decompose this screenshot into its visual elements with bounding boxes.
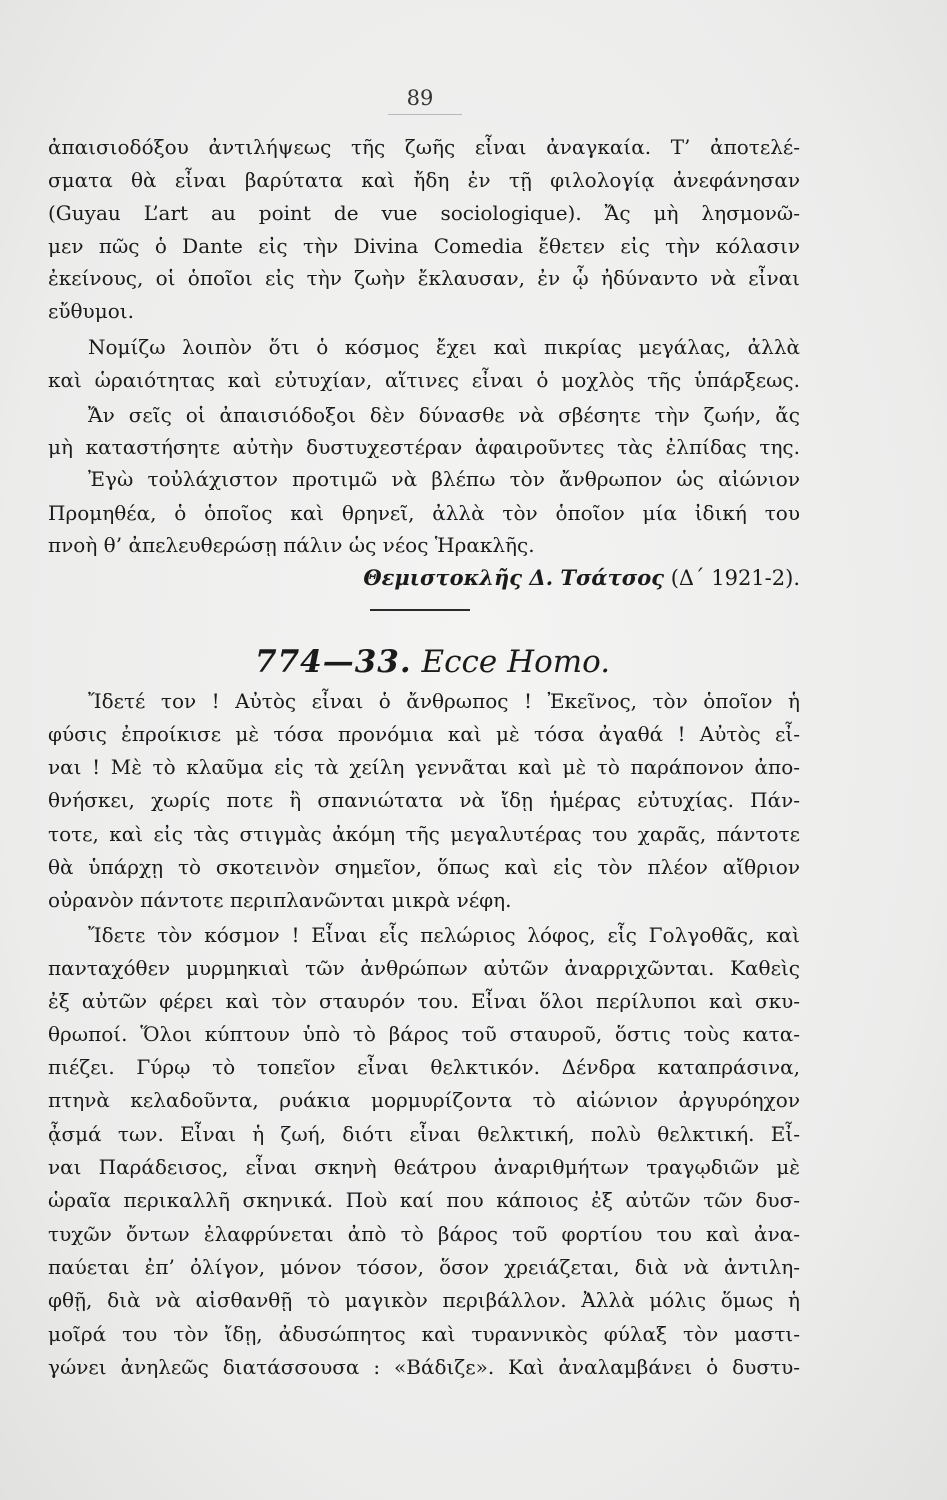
section-number: 774—33. [255, 644, 412, 680]
text-line: τυχῶν ὄντων ἐλαφρύνεται ἀπὸ τὸ βάρος τοῦ φορτίου του καὶ ἀνα- [48, 1222, 800, 1246]
author-name: Θεμιστοκλῆς Δ. Τσάτσος [363, 565, 664, 590]
text-line: Ἴδετε τὸν κόσμον ! Εἶναι εἷς πελώριος λόφος, εἷς Γολγοθᾶς, καὶ [88, 923, 800, 947]
text-line: μοῖρά του τὸν ἴδῃ, ἀδυσώπητος καὶ τυραννικὸς φύλαξ τὸν μαστι- [48, 1322, 800, 1346]
page-number: 89 [406, 86, 434, 110]
text-line: πτηνὰ κελαδοῦντα, ρυάκια μορμυρίζοντα τὸ αἰώνιον ἀργυρόηχον [48, 1088, 800, 1112]
text-line: Νομίζω λοιπὸν ὅτι ὁ κόσμος ἔχει καὶ πικρίας μεγάλας, ἀλλὰ [88, 335, 800, 359]
text-line: μὴ καταστήσητε αὐτὴν δυστυχεστέραν ἀφαιροῦντες τὰς ἐλπίδας της. [48, 435, 800, 459]
text-line: θὰ ὑπάρχῃ τὸ σκοτεινὸν σημεῖον, ὅπως καὶ εἰς τὸν πλέον αἴθριον [48, 855, 800, 879]
text-line: Ἄν σεῖς οἱ ἀπαισιόδοξοι δὲν δύνασθε νὰ σβέσητε τὴν ζωήν, ἄς [88, 403, 800, 427]
text-line: ᾆσμά των. Εἶναι ἡ ζωή, διότι εἶναι θελκτική, πολὺ θελκτική. Εἶ- [48, 1122, 800, 1146]
text-line: πιέζει. Γύρῳ τὸ τοπεῖον εἶναι θελκτικόν. Δένδρα καταπράσινα, [48, 1055, 800, 1079]
text-line: τοτε, καὶ εἰς τὰς στιγμὰς ἀκόμη τῆς μεγαλυτέρας του χαρᾶς, πάντοτε [48, 822, 800, 846]
section-title: Ecce Homo. [421, 644, 611, 680]
text-line: παύεται ἐπ’ ὀλίγον, μόνον τόσον, ὅσον χρειάζεται, διὰ νὰ ἀντιλη- [48, 1255, 800, 1279]
author-class-year: (Δ΄ 1921-2). [670, 566, 800, 590]
text-line: ἐξ αὐτῶν φέρει καὶ τὸν σταυρόν του. Εἶναι ὅλοι περίλυποι καὶ σκυ- [48, 989, 800, 1013]
text-line: πανταχόθεν μυρμηκιαὶ τῶν ἀνθρώπων αὐτῶν ἀναρριχῶνται. Καθεὶς [48, 956, 800, 980]
text-line: ὡραῖα περικαλλῆ σκηνικά. Ποὺ καί που κάποιος ἐξ αὐτῶν τῶν δυσ- [48, 1188, 800, 1212]
text-line: καὶ ὡραιότητας καὶ εὐτυχίαν, αἵτινες εἶναι ὁ μοχλὸς τῆς ὑπάρξεως. [48, 368, 800, 392]
text-line: θνήσκει, χωρίς ποτε ἢ σπανιώτατα νὰ ἴδῃ ἡμέρας εὐτυχίας. Πάν- [48, 788, 800, 812]
section-divider [370, 609, 470, 611]
text-line: Ἴδετέ τον ! Αὐτὸς εἶναι ὁ ἄνθρωπος ! Ἐκεῖνος, τὸν ὁποῖον ἡ [88, 689, 800, 713]
text-line: οὐρανὸν πάντοτε περιπλανῶνται μικρὰ νέφη. [48, 888, 512, 912]
text-line: Προμηθέα, ὁ ὁποῖος καὶ θρηνεῖ, ἀλλὰ τὸν ὁποῖον μία ἰδική του [48, 501, 800, 525]
text-line: γώνει ἀνηλεῶς διατάσσουσα : «Βάδιζε». Καὶ ἀναλαμβάνει ὁ δυστυ- [48, 1355, 800, 1379]
text-line: πνοὴ θ’ ἀπελευθερώσῃ πάλιν ὡς νέος Ἡρακλῆς. [48, 533, 535, 557]
page-number-rule [388, 114, 462, 115]
author-signature [290, 564, 800, 592]
text-line: σματα θὰ εἶναι βαρύτατα καὶ ἤδη ἐν τῇ φιλολογίᾳ ἀνεφάνησαν [48, 168, 800, 192]
text-line: εὔθυμοι. [48, 299, 134, 323]
section-heading [255, 642, 695, 682]
text-line: ἐκείνους, οἱ ὁποῖοι εἰς τὴν ζωὴν ἔκλαυσαν, ἐν ᾧ ἠδύναντο νὰ εἶναι [48, 266, 800, 290]
text-line: ἀπαισιοδόξου ἀντιλήψεως τῆς ζωῆς εἶναι ἀναγκαία. Τ’ ἀποτελέ- [48, 135, 800, 159]
text-line: μεν πῶς ὁ Dante εἰς τὴν Divina Comedia ἔθετεν εἰς τὴν κόλασιν [48, 234, 800, 258]
text-line: φύσις ἐπροίκισε μὲ τόσα προνόμια καὶ μὲ τόσα ἀγαθά ! Αὐτὸς εἶ- [48, 722, 800, 746]
text-line: ναι ! Μὲ τὸ κλαῦμα εἰς τὰ χείλη γεννᾶται καὶ μὲ τὸ παράπονον ἀπο- [48, 755, 800, 779]
text-line: (Guyau L’art au point de vue sociologique). Ἄς μὴ λησμονῶ- [48, 201, 800, 225]
text-line: θρωποί. Ὅλοι κύπτουν ὑπὸ τὸ βάρος τοῦ σταυροῦ, ὅστις τοὺς κατα- [48, 1022, 800, 1046]
text-line: φθῇ, διὰ νὰ αἰσθανθῇ τὸ μαγικὸν περιβάλλον. Ἀλλὰ μόλις ὅμως ἡ [48, 1288, 800, 1312]
text-line: Ἐγὼ τοὐλάχιστον προτιμῶ νὰ βλέπω τὸν ἄνθρωπον ὡς αἰώνιον [88, 467, 800, 491]
text-line: ναι Παράδεισος, εἶναι σκηνὴ θεάτρου ἀναριθμήτων τραγῳδιῶν μὲ [48, 1155, 800, 1179]
